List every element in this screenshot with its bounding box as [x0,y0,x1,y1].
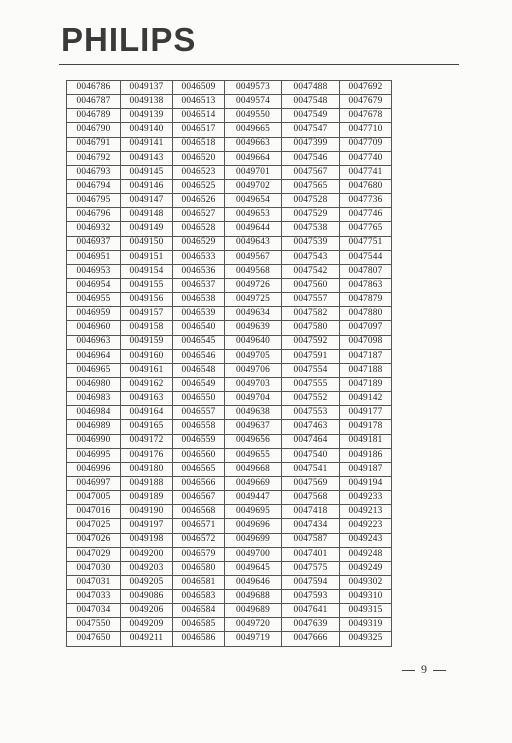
table-cell: 0049177 [340,406,392,420]
table-cell: 0049638 [225,406,282,420]
table-cell: 0047463 [282,420,340,434]
table-cell: 0046995 [67,448,121,462]
table-row [67,222,392,236]
table-cell: 0047541 [282,462,340,476]
table-cell: 0047026 [67,533,121,547]
table-cell: 0049142 [340,392,392,406]
page-number-value: 9 [421,662,427,676]
table-cell: 0049634 [225,307,282,321]
table-cell: 0047592 [282,335,340,349]
table-cell: 0049663 [225,137,282,151]
table-cell: 0047528 [282,194,340,208]
table-row [67,250,392,264]
table-cell: 0046529 [173,236,225,250]
table-cell: 0047538 [282,222,340,236]
table-cell: 0046527 [173,208,225,222]
table-cell: 0047434 [282,519,340,533]
table-row [67,618,392,632]
table-cell: 0049701 [225,165,282,179]
table-cell: 0049243 [340,533,392,547]
table-cell: 0047547 [282,123,340,137]
table-cell: 0047548 [282,95,340,109]
table-cell: 0046984 [67,406,121,420]
table-cell: 0047189 [340,377,392,391]
table-cell: 0047555 [282,377,340,391]
table-cell: 0049141 [121,137,173,151]
table-row [67,165,392,179]
table-row [67,505,392,519]
table-cell: 0047033 [67,590,121,604]
table-row [67,264,392,278]
table-cell: 0047542 [282,264,340,278]
table-cell: 0049178 [340,420,392,434]
table-cell: 0047650 [67,632,121,646]
table-cell: 0049165 [121,420,173,434]
table-cell: 0049146 [121,179,173,193]
table-row [67,547,392,561]
table-cell: 0046528 [173,222,225,236]
table-cell: 0049154 [121,264,173,278]
table-cell: 0049138 [121,95,173,109]
table-cell: 0049206 [121,604,173,618]
table-row [67,420,392,434]
table-row [67,604,392,618]
table-cell: 0049640 [225,335,282,349]
table-cell: 0047736 [340,194,392,208]
table-cell: 0046793 [67,165,121,179]
table-cell: 0047641 [282,604,340,618]
table-cell: 0049151 [121,250,173,264]
table-cell: 0049140 [121,123,173,137]
table-cell: 0047569 [282,476,340,490]
table-cell: 0046518 [173,137,225,151]
table-row [67,392,392,406]
table-cell: 0046557 [173,406,225,420]
table-cell: 0046526 [173,194,225,208]
table-row [67,81,392,95]
table-cell: 0047187 [340,349,392,363]
table-cell: 0047710 [340,123,392,137]
table-cell: 0049654 [225,194,282,208]
table-cell: 0047401 [282,547,340,561]
table-cell: 0047529 [282,208,340,222]
table-cell: 0046533 [173,250,225,264]
table-cell: 0049233 [340,491,392,505]
table-cell: 0049209 [121,618,173,632]
table-cell: 0049150 [121,236,173,250]
table-cell: 0046566 [173,476,225,490]
table-cell: 0047488 [282,81,340,95]
table-cell: 0046959 [67,307,121,321]
table-cell: 0047565 [282,179,340,193]
table-row [67,335,392,349]
table-cell: 0046980 [67,377,121,391]
table-cell: 0046509 [173,81,225,95]
table-cell: 0049688 [225,590,282,604]
table-cell: 0046960 [67,321,121,335]
table-cell: 0046795 [67,194,121,208]
table-cell: 0046540 [173,321,225,335]
table-row [67,151,392,165]
table-cell: 0046951 [67,250,121,264]
table-cell: 0049148 [121,208,173,222]
table-cell: 0047678 [340,109,392,123]
table-cell: 0049180 [121,462,173,476]
table-cell: 0049704 [225,392,282,406]
table-cell: 0046955 [67,293,121,307]
table-row [67,519,392,533]
page-number-dash-left [402,670,415,671]
table-cell: 0049695 [225,505,282,519]
table-cell: 0049190 [121,505,173,519]
table-cell: 0049573 [225,81,282,95]
table-cell: 0047741 [340,165,392,179]
table-cell: 0046546 [173,349,225,363]
table-cell: 0049726 [225,278,282,292]
table-cell: 0046560 [173,448,225,462]
table-row [67,462,392,476]
table-cell: 0046954 [67,278,121,292]
table-cell: 0047594 [282,575,340,589]
table-cell: 0049145 [121,165,173,179]
table-cell: 0049164 [121,406,173,420]
table-cell: 0047587 [282,533,340,547]
table-row [67,575,392,589]
table-cell: 0046791 [67,137,121,151]
table-cell: 0047666 [282,632,340,646]
table-cell: 0046571 [173,519,225,533]
table-cell: 0049249 [340,561,392,575]
table-cell: 0047880 [340,307,392,321]
table-cell: 0046932 [67,222,121,236]
table-cell: 0049302 [340,575,392,589]
table-cell: 0049325 [340,632,392,646]
table-cell: 0046513 [173,95,225,109]
table-row [67,293,392,307]
table-cell: 0049149 [121,222,173,236]
table-cell: 0049574 [225,95,282,109]
table-cell: 0049160 [121,349,173,363]
table-row [67,561,392,575]
table-cell: 0047539 [282,236,340,250]
table-cell: 0047746 [340,208,392,222]
code-table-body [67,81,392,647]
table-cell: 0049550 [225,109,282,123]
table-cell: 0047554 [282,363,340,377]
table-row [67,377,392,391]
table-cell: 0047464 [282,434,340,448]
table-cell: 0047025 [67,519,121,533]
table-row [67,321,392,335]
table-row [67,109,392,123]
table-cell: 0046996 [67,462,121,476]
table-cell: 0049147 [121,194,173,208]
page-number [402,662,446,677]
table-cell: 0049143 [121,151,173,165]
table-cell: 0046523 [173,165,225,179]
table-cell: 0046549 [173,377,225,391]
table-cell: 0049703 [225,377,282,391]
table-cell: 0047016 [67,505,121,519]
table-cell: 0047807 [340,264,392,278]
table-cell: 0049567 [225,250,282,264]
table-cell: 0046937 [67,236,121,250]
table-cell: 0047029 [67,547,121,561]
brand-logo: PHILIPS [61,21,197,58]
table-cell: 0047097 [340,321,392,335]
table-cell: 0046517 [173,123,225,137]
table-cell: 0049203 [121,561,173,575]
table-cell: 0049186 [340,448,392,462]
table-cell: 0049699 [225,533,282,547]
table-cell: 0047591 [282,349,340,363]
table-cell: 0046550 [173,392,225,406]
table-cell: 0046584 [173,604,225,618]
table-cell: 0047567 [282,165,340,179]
table-cell: 0049646 [225,575,282,589]
table-cell: 0046964 [67,349,121,363]
table-cell: 0049568 [225,264,282,278]
table-cell: 0049158 [121,321,173,335]
table-cell: 0049197 [121,519,173,533]
table-cell: 0047553 [282,406,340,420]
table-row [67,363,392,377]
table-cell: 0046536 [173,264,225,278]
table-cell: 0049668 [225,462,282,476]
table-cell: 0046581 [173,575,225,589]
table-cell: 0046567 [173,491,225,505]
table-cell: 0046796 [67,208,121,222]
table-cell: 0046792 [67,151,121,165]
table-cell: 0046790 [67,123,121,137]
table-cell: 0049188 [121,476,173,490]
table-row [67,179,392,193]
table-cell: 0046539 [173,307,225,321]
table-row [67,590,392,604]
table-cell: 0049319 [340,618,392,632]
table-cell: 0046789 [67,109,121,123]
table-row [67,533,392,547]
table-cell: 0047546 [282,151,340,165]
table-row [67,208,392,222]
table-cell: 0046965 [67,363,121,377]
table-cell: 0049205 [121,575,173,589]
table-cell: 0046953 [67,264,121,278]
table-cell: 0046537 [173,278,225,292]
table-cell: 0046786 [67,81,121,95]
table-row [67,632,392,646]
table-cell: 0047544 [340,250,392,264]
table-row [67,194,392,208]
table-row [67,278,392,292]
table-cell: 0047863 [340,278,392,292]
table-cell: 0049645 [225,561,282,575]
table-cell: 0049200 [121,547,173,561]
table-cell: 0049310 [340,590,392,604]
table-cell: 0049643 [225,236,282,250]
table-cell: 0046583 [173,590,225,604]
table-cell: 0047005 [67,491,121,505]
header-rule [59,64,459,65]
table-row [67,137,392,151]
table-cell: 0047098 [340,335,392,349]
table-cell: 0047679 [340,95,392,109]
table-cell: 0049447 [225,491,282,505]
table-cell: 0049639 [225,321,282,335]
table-cell: 0049172 [121,434,173,448]
table-cell: 0049187 [340,462,392,476]
table-cell: 0047740 [340,151,392,165]
table-cell: 0049644 [225,222,282,236]
table-row [67,434,392,448]
table-cell: 0049137 [121,81,173,95]
table-cell: 0047034 [67,604,121,618]
table-row [67,406,392,420]
table-cell: 0046580 [173,561,225,575]
table-cell: 0049194 [340,476,392,490]
table-cell: 0046579 [173,547,225,561]
table-cell: 0049665 [225,123,282,137]
table-cell: 0047549 [282,109,340,123]
table-cell: 0049162 [121,377,173,391]
table-cell: 0049248 [340,547,392,561]
table-cell: 0046514 [173,109,225,123]
table-cell: 0049176 [121,448,173,462]
table-cell: 0049159 [121,335,173,349]
table-cell: 0046565 [173,462,225,476]
table-cell: 0049700 [225,547,282,561]
table-cell: 0046585 [173,618,225,632]
table-cell: 0049163 [121,392,173,406]
table-cell: 0047751 [340,236,392,250]
table-cell: 0049664 [225,151,282,165]
table-cell: 0047557 [282,293,340,307]
table-cell: 0046538 [173,293,225,307]
table-cell: 0049720 [225,618,282,632]
table-row [67,448,392,462]
table-row [67,476,392,490]
table-cell: 0047031 [67,575,121,589]
table-cell: 0047692 [340,81,392,95]
table-cell: 0047879 [340,293,392,307]
table-row [67,123,392,137]
table-cell: 0049669 [225,476,282,490]
table-cell: 0047639 [282,618,340,632]
table-cell: 0049198 [121,533,173,547]
table-cell: 0049637 [225,420,282,434]
table-cell: 0049719 [225,632,282,646]
table-cell: 0047765 [340,222,392,236]
table-cell: 0049139 [121,109,173,123]
table-cell: 0046787 [67,95,121,109]
table-cell: 0049223 [340,519,392,533]
table-row [67,236,392,250]
table-cell: 0049653 [225,208,282,222]
table-cell: 0049155 [121,278,173,292]
table-cell: 0047540 [282,448,340,462]
table-cell: 0049705 [225,349,282,363]
table-cell: 0049189 [121,491,173,505]
table-row [67,349,392,363]
table-cell: 0046963 [67,335,121,349]
table-cell: 0046558 [173,420,225,434]
table-cell: 0046572 [173,533,225,547]
table-cell: 0049689 [225,604,282,618]
table-cell: 0047580 [282,321,340,335]
table-cell: 0049725 [225,293,282,307]
table-row [67,95,392,109]
table-cell: 0047550 [67,618,121,632]
table-cell: 0047418 [282,505,340,519]
table-cell: 0049157 [121,307,173,321]
table-cell: 0046545 [173,335,225,349]
table-cell: 0049156 [121,293,173,307]
table-cell: 0049315 [340,604,392,618]
table-cell: 0049086 [121,590,173,604]
table-cell: 0047399 [282,137,340,151]
table-cell: 0047543 [282,250,340,264]
table-cell: 0047568 [282,491,340,505]
table-cell: 0046525 [173,179,225,193]
table-cell: 0049161 [121,363,173,377]
table-cell: 0046559 [173,434,225,448]
table-cell: 0049706 [225,363,282,377]
table-cell: 0047030 [67,561,121,575]
table-cell: 0047560 [282,278,340,292]
table-cell: 0046568 [173,505,225,519]
page-number-dash-right [433,670,446,671]
table-cell: 0047575 [282,561,340,575]
table-cell: 0049702 [225,179,282,193]
table-cell: 0049655 [225,448,282,462]
code-table [66,80,392,647]
table-cell: 0047680 [340,179,392,193]
table-cell: 0046794 [67,179,121,193]
table-cell: 0049696 [225,519,282,533]
table-cell: 0046997 [67,476,121,490]
table-cell: 0046990 [67,434,121,448]
table-cell: 0049213 [340,505,392,519]
table-cell: 0049181 [340,434,392,448]
table-cell: 0046983 [67,392,121,406]
table-cell: 0047552 [282,392,340,406]
table-cell: 0047188 [340,363,392,377]
table-row [67,491,392,505]
table-cell: 0046586 [173,632,225,646]
table-cell: 0049656 [225,434,282,448]
table-cell: 0047593 [282,590,340,604]
table-cell: 0049211 [121,632,173,646]
table-cell: 0047582 [282,307,340,321]
table-cell: 0046520 [173,151,225,165]
table-cell: 0046989 [67,420,121,434]
table-cell: 0047709 [340,137,392,151]
table-row [67,307,392,321]
table-cell: 0046548 [173,363,225,377]
